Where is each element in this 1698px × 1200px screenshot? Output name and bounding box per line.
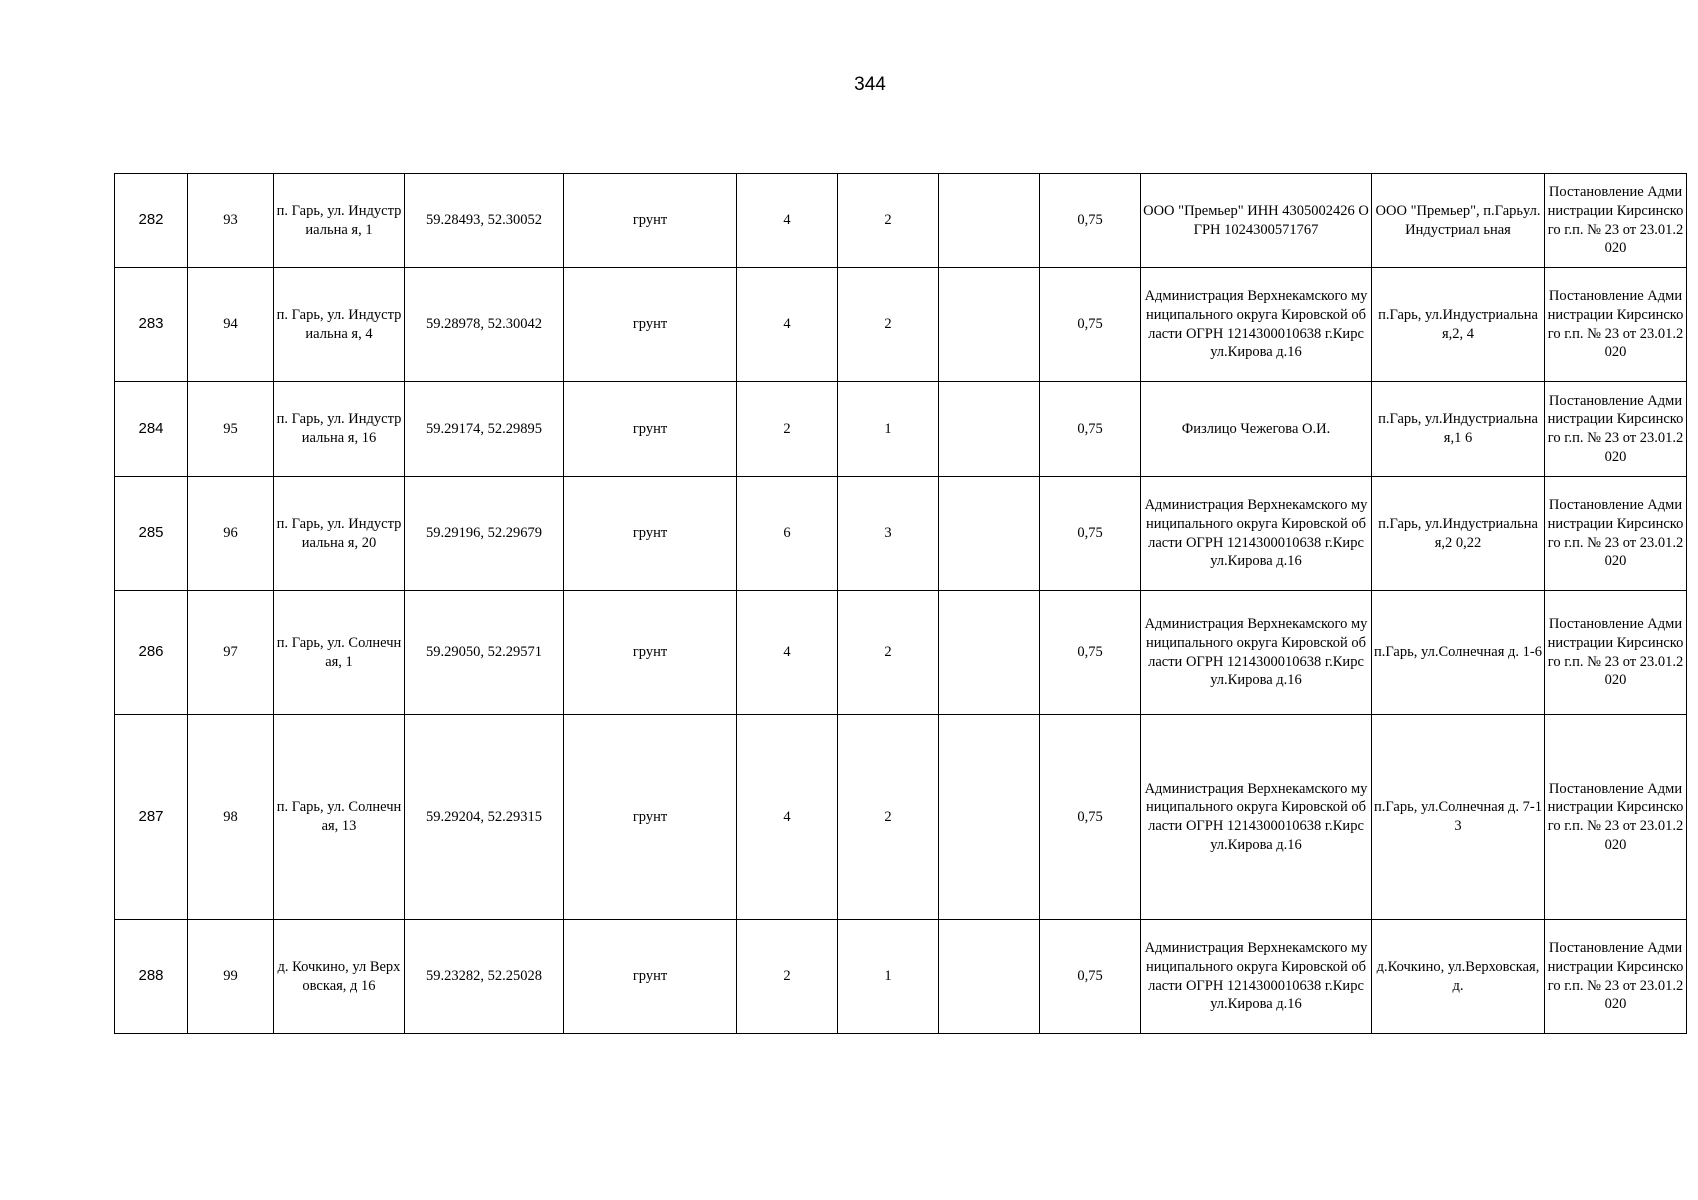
owner-info: Администрация Верхнекамского муниципального округа Кировской области ОГРН 1214300010638 г.Кирс ул.Кирова д.16 [1141,920,1372,1034]
site-id: 98 [188,715,274,920]
row-number: 283 [115,268,188,382]
site-address: п. Гарь, ул. Индустриальна я, 4 [274,268,405,382]
site-address: п. Гарь, ул. Индустриальна я, 16 [274,382,405,477]
container-volume: 0,75 [1040,715,1141,920]
owner-info: ООО "Премьер" ИНН 4305002426 ОГРН 1024300571767 [1141,174,1372,268]
site-id: 95 [188,382,274,477]
site-area: 4 [737,591,838,715]
empty-cell [939,268,1040,382]
empty-cell [939,174,1040,268]
owner-info: Администрация Верхнекамского муниципального округа Кировской области ОГРН 1214300010638 г.Кирс ул.Кирова д.16 [1141,268,1372,382]
legal-document: Постановление Администрации Кирсинского г.п. № 23 от 23.01.2020 [1545,591,1687,715]
container-count: 2 [838,174,939,268]
container-volume: 0,75 [1040,268,1141,382]
site-area: 2 [737,920,838,1034]
site-coordinates: 59.29196, 52.29679 [405,477,564,591]
surface-type: грунт [564,174,737,268]
surface-type: грунт [564,591,737,715]
container-count: 3 [838,477,939,591]
row-number: 287 [115,715,188,920]
site-address: п. Гарь, ул. Индустриальна я, 20 [274,477,405,591]
legal-document: Постановление Администрации Кирсинского г.п. № 23 от 23.01.2020 [1545,715,1687,920]
container-volume: 0,75 [1040,920,1141,1034]
container-count: 2 [838,715,939,920]
served-objects: п.Гарь, ул.Индустриальная,1 6 [1372,382,1545,477]
site-coordinates: 59.29050, 52.29571 [405,591,564,715]
owner-info: Администрация Верхнекамского муниципального округа Кировской области ОГРН 1214300010638 г.Кирс ул.Кирова д.16 [1141,477,1372,591]
surface-type: грунт [564,715,737,920]
site-coordinates: 59.29174, 52.29895 [405,382,564,477]
site-area: 4 [737,715,838,920]
row-number: 282 [115,174,188,268]
table-row [115,382,1687,477]
container-count: 2 [838,591,939,715]
site-id: 97 [188,591,274,715]
legal-document: Постановление Администрации Кирсинского г.п. № 23 от 23.01.2020 [1545,268,1687,382]
registry-body [115,174,1687,1034]
site-area: 4 [737,268,838,382]
site-address: п. Гарь, ул. Солнечная, 13 [274,715,405,920]
owner-info: Администрация Верхнекамского муниципального округа Кировской области ОГРН 1214300010638 г.Кирс ул.Кирова д.16 [1141,591,1372,715]
container-volume: 0,75 [1040,174,1141,268]
empty-cell [939,591,1040,715]
site-area: 4 [737,174,838,268]
row-number: 284 [115,382,188,477]
row-number: 286 [115,591,188,715]
owner-info: Администрация Верхнекамского муниципального округа Кировской области ОГРН 1214300010638 г.Кирс ул.Кирова д.16 [1141,715,1372,920]
site-id: 94 [188,268,274,382]
row-number: 288 [115,920,188,1034]
surface-type: грунт [564,477,737,591]
site-area: 2 [737,382,838,477]
owner-info: Физлицо Чежегова О.И. [1141,382,1372,477]
page-number: 344 [854,74,886,95]
table-row [115,920,1687,1034]
site-id: 96 [188,477,274,591]
table-row [115,477,1687,591]
table-row [115,715,1687,920]
surface-type: грунт [564,382,737,477]
served-objects: ООО "Премьер", п.Гарьул.Индустриал ьная [1372,174,1545,268]
legal-document: Постановление Администрации Кирсинского г.п. № 23 от 23.01.2020 [1545,382,1687,477]
container-volume: 0,75 [1040,477,1141,591]
served-objects: д.Кочкино, ул.Верховская, д. [1372,920,1545,1034]
container-count: 2 [838,268,939,382]
served-objects: п.Гарь, ул.Солнечная д. 1-6 [1372,591,1545,715]
site-address: д. Кочкино, ул Верховская, д 16 [274,920,405,1034]
legal-document: Постановление Администрации Кирсинского г.п. № 23 от 23.01.2020 [1545,477,1687,591]
legal-document: Постановление Администрации Кирсинского г.п. № 23 от 23.01.2020 [1545,920,1687,1034]
container-count: 1 [838,920,939,1034]
site-coordinates: 59.28493, 52.30052 [405,174,564,268]
container-count: 1 [838,382,939,477]
registry-table [114,173,1687,1034]
table-row [115,591,1687,715]
container-volume: 0,75 [1040,591,1141,715]
site-id: 99 [188,920,274,1034]
surface-type: грунт [564,920,737,1034]
site-coordinates: 59.23282, 52.25028 [405,920,564,1034]
site-id: 93 [188,174,274,268]
site-coordinates: 59.28978, 52.30042 [405,268,564,382]
surface-type: грунт [564,268,737,382]
row-number: 285 [115,477,188,591]
empty-cell [939,477,1040,591]
served-objects: п.Гарь, ул.Солнечная д. 7-13 [1372,715,1545,920]
site-address: п. Гарь, ул. Индустриальна я, 1 [274,174,405,268]
site-area: 6 [737,477,838,591]
empty-cell [939,715,1040,920]
table-row [115,174,1687,268]
empty-cell [939,920,1040,1034]
site-coordinates: 59.29204, 52.29315 [405,715,564,920]
legal-document: Постановление Администрации Кирсинского г.п. № 23 от 23.01.2020 [1545,174,1687,268]
site-address: п. Гарь, ул. Солнечная, 1 [274,591,405,715]
served-objects: п.Гарь, ул.Индустриальная,2 0,22 [1372,477,1545,591]
table-row [115,268,1687,382]
empty-cell [939,382,1040,477]
container-volume: 0,75 [1040,382,1141,477]
served-objects: п.Гарь, ул.Индустриальная,2, 4 [1372,268,1545,382]
